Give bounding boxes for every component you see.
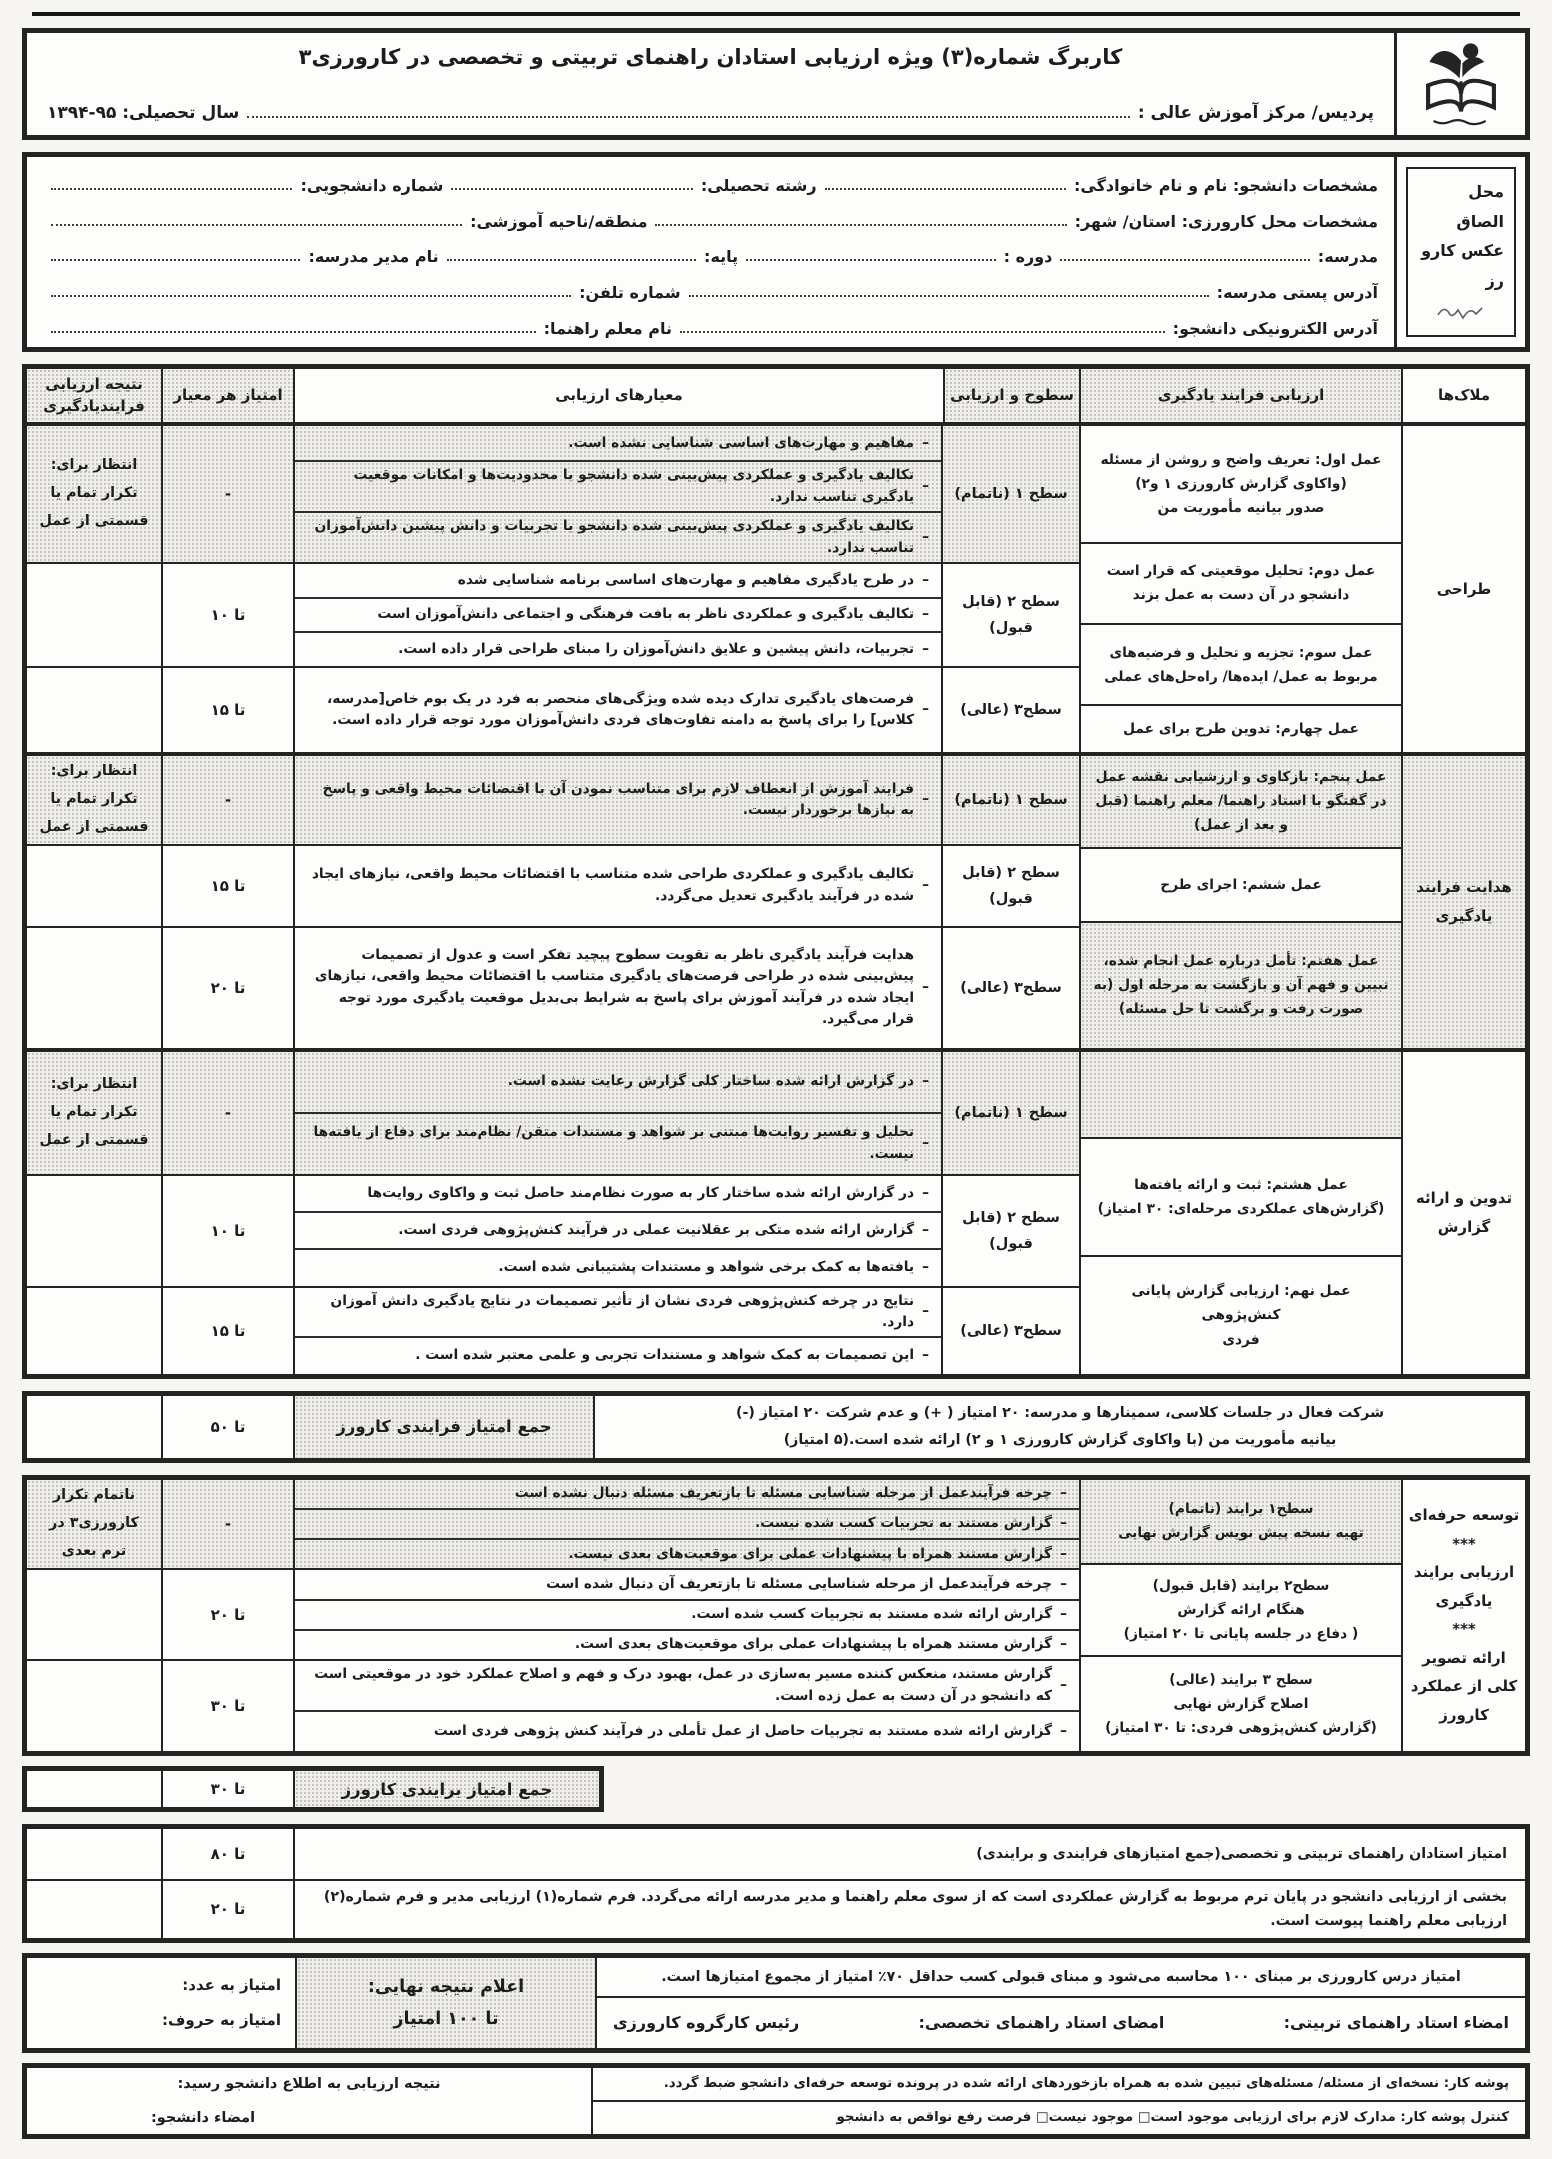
criterion-group-line: توسعه حرفه‌ای — [1408, 1506, 1520, 1525]
final-announcement-cell — [297, 1958, 597, 2048]
product-sum-score: تا ۳۰ — [163, 1771, 295, 1807]
section-rows — [27, 756, 1081, 1048]
photo-box-line: عکس کارو — [1421, 241, 1504, 261]
action-line: (گزارش‌های عملکردی مرحله‌ای: ۳۰ امتیاز) — [1097, 1201, 1385, 1218]
header-criteria-group: ملاک‌ها — [1437, 386, 1491, 405]
result-cell — [27, 668, 163, 752]
action-line: عمل هفتم: تأمل درباره عمل انجام شده، تبیین و فهم آن و بازگشت به مرحله اول (به صورت رفت و برگشت تا حل مسئله) — [1093, 953, 1389, 1018]
level-row — [27, 1286, 1079, 1374]
criterion-item: – تجربیات، دانش پیشین و علایق دانش‌آموزان را مبنای طراحی قرار داده است. — [295, 631, 941, 666]
level-label: سطح ۱ (ناتمام) — [943, 756, 1079, 844]
product-level-line: سطح۱ برایند (ناتمام) — [1168, 1501, 1314, 1518]
product-levels-column — [1081, 1480, 1403, 1752]
criteria-list — [295, 1480, 1079, 1569]
product-sum-result-empty — [27, 1771, 163, 1807]
dotted-line — [247, 116, 1130, 118]
final-score-fields — [27, 1958, 297, 2048]
student-info-box — [22, 152, 1530, 352]
action-line: عمل اول: تعریف واضح و روشن از مسئله — [1100, 451, 1382, 468]
signatures-row — [597, 1998, 1525, 2048]
criterion-item: – گزارش مستند همراه با پیشنهادات عملی برای موقعیت‌های بعدی است. — [295, 1629, 1079, 1659]
product-level-cell — [1081, 1563, 1401, 1655]
criteria-list — [295, 1176, 943, 1286]
action-cell — [1081, 704, 1401, 752]
process-sum-note-line: شرکت فعال در جلسات کلاسی، سمینارها و مدرسه: ۲۰ امتیاز ( +) و عدم شرکت ۲۰ امتیاز (-) — [735, 1404, 1385, 1421]
result-cell — [27, 1288, 163, 1374]
header-main — [27, 33, 1397, 135]
criteria-list — [295, 756, 943, 844]
level-label: سطح۳ (عالی) — [960, 979, 1062, 996]
section-rows — [27, 1052, 1081, 1374]
criteria-list — [295, 1288, 943, 1374]
product-sum-label: جمع امتیاز برایندی کارورز — [295, 1771, 599, 1807]
action-line: عمل چهارم: تدوین طرح برای عمل — [1123, 721, 1359, 738]
info-row-email — [43, 309, 1378, 338]
criterion-group-label: هدایت فرایند یادگیری — [1403, 756, 1525, 1048]
header-result: نتیجه ارزیابی فرایندیادگیری — [27, 369, 163, 422]
criterion-item: – این تصمیمات به کمک شواهد و مستندات تجربی و علمی معتبر شده است . — [295, 1336, 941, 1373]
university-logo — [1397, 33, 1525, 135]
university-logo-icon — [1418, 36, 1504, 132]
score-cell: تا ۱۵ — [163, 668, 295, 752]
dotted-line — [51, 188, 293, 190]
result-cell — [27, 1176, 163, 1286]
asterisks-separator: *** — [1452, 1620, 1476, 1639]
score-cell: - — [163, 756, 295, 844]
level-label: سطح ۱ (ناتمام) — [943, 1052, 1079, 1174]
criterion-group-label: تدوین و ارائه گزارش — [1415, 1189, 1513, 1236]
level-label: سطح ۱ (ناتمام) — [943, 426, 1079, 562]
field-district: منطقه/ناحیه آموزشی: — [470, 211, 648, 231]
criterion-group-line: ارائه تصویر کلی از عملکرد کارورز — [1410, 1648, 1518, 1724]
criterion-item: – چرخه فرآیندعمل از مرحله شناسایی مسئله تا بازتعریف مسئله دنبال نشده است — [295, 1480, 1079, 1508]
level-label: سطح ۲ (قابل قبول) — [962, 864, 1060, 907]
score-cell: - — [163, 1480, 295, 1569]
product-level-cell — [1081, 1480, 1401, 1563]
product-level-line: سطح ۳ برایند (عالی) — [1169, 1672, 1313, 1689]
action-line: عمل دوم: تحلیل موقعیتی که قرار است دانشجو در آن دست به عمل بزند — [1106, 563, 1376, 604]
info-row-address — [43, 273, 1378, 302]
criteria-list — [295, 564, 943, 666]
level-row — [27, 1480, 1079, 1569]
product-eval-table — [22, 1475, 1530, 1757]
student-signature-label: امضاء دانشجو: — [151, 2109, 256, 2126]
total-text: بخشی از ارزیابی دانشجو در پایان ترم مربوط به گزارش عملکردی است که از سوی معلم راهنما و مدیر مدرسه ارائه می‌گردد. فرم شماره(۱) ارزیابی مدیر و فرم شماره(۲) ارزیابی معلم راهنما پیوست است. — [323, 1889, 1507, 1930]
score-cell: تا ۱۵ — [163, 1288, 295, 1374]
dotted-line — [51, 259, 300, 261]
level-row — [27, 1568, 1079, 1659]
criteria-list — [295, 1052, 943, 1174]
dotted-line — [655, 224, 1066, 226]
process-sum-note-line: بیانیه مأموریت من (با واکاوی گزارش کارورزی ۱ و ۲) ارائه شده است.(۵ امتیاز) — [783, 1431, 1337, 1448]
score-cell: تا ۱۰ — [163, 564, 295, 666]
criterion-item: – گزارش مستند، منعکس کننده مسیر به‌سازی در عمل، بهبود درک و فهم و اصلاح عملکرد خود در موقعیتی است که دانشجو در آن دست به عمل زده است. — [295, 1661, 1079, 1710]
field-student-id: شماره دانشجویی: — [300, 176, 444, 196]
final-result-box — [22, 1953, 1530, 2053]
field-school: مدرسه: — [1317, 247, 1378, 267]
criterion-item: – تکالیف یادگیری و عملکردی ناظر به بافت فرهنگی و اجتماعی دانش‌آموزان است — [295, 597, 941, 632]
criterion-item: – فرصت‌های یادگیری تدارک دیده شده ویژگی‌های منحصر به فرد در یک بوم خاص[مدرسه، کلاس] را برای پاسخ به دامنه تفاوت‌های فردی دانش‌آموزان مورد توجه قرار داده است. — [295, 668, 941, 752]
section-professional-development — [27, 1480, 1525, 1752]
table-header-row — [27, 369, 1525, 426]
action-line: صدور بیانیه مأموریت من — [1157, 499, 1325, 516]
final-announcement-title: اعلام نتیجه نهایی: — [367, 1976, 525, 1997]
sign-educational-advisor: امضاء استاد راهنمای تربیتی: — [1283, 2013, 1509, 2033]
criterion-item: – مفاهیم و مهارت‌های اساسی شناسایی نشده است. — [295, 426, 941, 461]
student-info-fields — [27, 157, 1397, 347]
footer-box — [22, 2063, 1530, 2139]
field-province-city: مشخصات محل کارورزی: استان/ شهر: — [1074, 211, 1378, 231]
level-row — [27, 562, 1079, 666]
action-cell — [1081, 847, 1401, 921]
criterion-item: – در گزارش ارائه شده ساختار کار به صورت نظام‌مند حاصل ثبت و واکاوی روایت‌ها — [295, 1176, 941, 1211]
action-line: عمل هشتم: ثبت و ارائه یافته‌ها — [1134, 1177, 1348, 1194]
process-sum-score: تا ۵۰ — [163, 1396, 295, 1458]
score-cell: تا ۱۰ — [163, 1176, 295, 1286]
product-level-line: هنگام ارائه گزارش — [1177, 1602, 1305, 1619]
field-period: دوره : — [1003, 247, 1053, 267]
level-label: سطح ۲ (قابل قبول) — [962, 1209, 1060, 1252]
form-header — [22, 28, 1530, 140]
info-row-school — [43, 237, 1378, 266]
result-cell: انتظار برای: تکرار تمام یا قسمتی از عمل — [27, 756, 163, 844]
action-cell — [1081, 623, 1401, 704]
field-study-major: رشته تحصیلی: — [700, 176, 817, 196]
field-principal-name: نام مدیر مدرسه: — [308, 247, 439, 267]
criterion-item: – هدایت فرآیند یادگیری ناظر به تقویت سطوح پیچید تفکر است و عدول از تصمیمات پیش‌بینی شده در طراحی فرصت‌های یادگیری متناسب با اقتضائات محیط واقعی، نیازهای ایجاد شده در فرآیند آموزش برای پاسخ به شرایط بی‌بدیل موقعیت یادگیری مورد توجه قرار می‌گیرد. — [295, 928, 941, 1048]
scan-top-rule — [32, 12, 1520, 16]
portfolio-control-note: کنترل پوشه کار: مدارک لازم برای ارزیابی موجود است□ موجود نیست□ فرصت رفع نواقص به دانشجو — [593, 2100, 1525, 2134]
info-row-location — [43, 202, 1378, 231]
info-row-student — [43, 166, 1378, 195]
dotted-line — [451, 188, 693, 190]
photo-box-line: رز — [1485, 270, 1504, 290]
level-row — [27, 426, 1079, 562]
dotted-line — [1060, 259, 1309, 261]
student-acknowledgement — [27, 2068, 593, 2134]
level-row — [27, 666, 1079, 752]
photo-attach-cell — [1397, 157, 1525, 347]
section-learning-guidance — [27, 752, 1525, 1048]
criteria-list — [295, 846, 943, 926]
dotted-line — [447, 259, 696, 261]
level-row — [27, 1174, 1079, 1286]
result-notice-label: نتیجه ارزیابی به اطلاع دانشجو رسید: — [177, 2075, 441, 2092]
level-row — [27, 926, 1079, 1048]
process-actions-column — [1081, 426, 1403, 752]
level-row — [27, 844, 1079, 926]
criterion-item: – نتایج در چرخه کنش‌پژوهی فردی نشان از تأثیر تصمیمات در نتایج یادگیری دانش آموزان دارد. — [295, 1288, 941, 1337]
criterion-item: – در گزارش ارائه شده ساختار کلی گزارش رعایت نشده است. — [295, 1052, 941, 1112]
criterion-item: – گزارش مستند به تجربیات کسب شده نیست. — [295, 1508, 1079, 1538]
score-cell: - — [163, 1052, 295, 1174]
result-cell — [27, 846, 163, 926]
level-label: سطح ۲ (قابل قبول) — [962, 593, 1060, 636]
action-cell — [1081, 756, 1401, 847]
header-second-line — [47, 103, 1374, 127]
action-line: عمل ششم: اجرای طرح — [1160, 876, 1322, 893]
dotted-line — [51, 224, 462, 226]
final-right-area — [597, 1958, 1525, 2048]
score-cell: تا ۲۰ — [163, 1570, 295, 1659]
portfolio-note: پوشه کار: نسخه‌ای از مسئله/ مسئله‌های تبیین شده به همراه بازخوردهای ارائه شده در پرونده توسعه حرفه‌ای دانشجو ضبط گردد. — [663, 2076, 1509, 2092]
campus-label: پردیس/ مرکز آموزش عالی : — [1137, 103, 1374, 123]
criteria-list — [295, 928, 943, 1048]
score-cell: تا ۳۰ — [163, 1661, 295, 1751]
action-line: عمل نهم: ارزیابی گزارش پایانی کنش‌پژوهی — [1131, 1283, 1351, 1324]
action-line: عمل سوم: تجزیه و تحلیل و فرضیه‌های مربوط به عمل/ ایده‌ها/ راه‌حل‌های عملی — [1104, 644, 1378, 685]
action-cell — [1081, 542, 1401, 623]
action-line: عمل پنجم: بازکاوی و ارزشیابی نقشه عمل در گفتگو با استاد راهنما/ معلم راهنما (قبل و بعد از عمل) — [1095, 769, 1387, 834]
score-cell: تا ۱۵ — [163, 846, 295, 926]
criteria-list — [295, 668, 943, 752]
dotted-line — [51, 295, 571, 297]
academic-year-label: سال تحصیلی: ۹۵-۱۳۹۴ — [47, 103, 240, 123]
level-row — [27, 1659, 1079, 1751]
criteria-list — [295, 426, 943, 562]
score-cell: - — [163, 426, 295, 562]
photo-box-line: محل — [1468, 182, 1504, 201]
dotted-line — [680, 331, 1165, 333]
criterion-item: – تحلیل و تفسیر روایت‌ها مبتنی بر شواهد و مستندات متقن/ نظام‌مند برای دفاع از یافته‌ها نیست. — [295, 1112, 941, 1174]
result-cell: انتظار برای: تکرار تمام یا قسمتی از عمل — [27, 426, 163, 562]
header-measures: معیارهای ارزیابی — [295, 369, 945, 422]
header-levels: سطوح و ارزیابی — [945, 369, 1081, 422]
criterion-item: – گزارش ارائه شده متکی بر عقلانیت عملی در فرآیند کنش‌پژوهی فردی است. — [295, 1211, 941, 1248]
section-rows — [27, 426, 1081, 752]
field-student-email: آدرس الکترونیکی دانشجو: — [1172, 318, 1378, 338]
result-cell — [27, 1661, 163, 1751]
criterion-item: – تکالیف یادگیری و عملکردی طراحی شده متناسب با اقتضائات محیط واقعی، نیازهای ایجاد شده در فرآیند یادگیری تعدیل می‌گردد. — [295, 846, 941, 926]
grading-basis-note: امتیاز درس کارورزی بر مبنای ۱۰۰ محاسبه می‌شود و مبنای قبولی کسب حداقل ۷۰٪ امتیاز از مجموع امتیازها است. — [597, 1958, 1525, 1998]
process-sum-result-empty — [27, 1396, 163, 1458]
process-actions-column — [1081, 1052, 1403, 1374]
section-report — [27, 1048, 1525, 1374]
section-rows — [27, 1480, 1081, 1752]
total-result-empty — [27, 1829, 163, 1879]
process-sum-label: جمع امتیاز فرایندی کارورز — [295, 1396, 595, 1458]
result-cell: ناتمام تکرار کارورزی۳ در ترم بعدی — [27, 1480, 163, 1569]
sign-specialized-advisor: امضای استاد راهنمای تخصصی: — [918, 2013, 1165, 2033]
criterion-item: – گزارش مستند همراه با پیشنهادات عملی برای موقعیت‌های بعدی نیست. — [295, 1538, 1079, 1568]
field-grade: پایه: — [704, 247, 739, 267]
criterion-group-line: ارزیابی برایند یادگیری — [1413, 1563, 1515, 1610]
action-line: (واکاوی گزارش کارورزی ۱ و۲) — [1135, 475, 1347, 492]
product-level-line: سطح۲ برایند (قابل قبول) — [1152, 1577, 1330, 1594]
result-cell: انتظار برای: تکرار تمام یا قسمتی از عمل — [27, 1052, 163, 1174]
criterion-item: – فرایند آموزش از انعطاف لازم برای متناسب نمودن آن با اقتضائات محیط واقعی و پاسخ به نیازها برخوردار نیست. — [295, 756, 941, 844]
result-cell — [27, 1570, 163, 1659]
action-cell — [1081, 1255, 1401, 1373]
action-line: فردی — [1222, 1331, 1260, 1348]
criteria-list — [295, 1570, 1079, 1659]
criterion-group-label — [1403, 1480, 1525, 1752]
level-label: سطح۳ (عالی) — [960, 701, 1062, 718]
result-cell — [27, 928, 163, 1048]
product-level-line: اصلاح گزارش نهایی — [1173, 1696, 1309, 1713]
photo-attach-frame — [1406, 167, 1516, 337]
product-level-line: تهیه نسخه پیش نویس گزارش نهایی — [1118, 1525, 1364, 1542]
total-score: تا ۲۰ — [163, 1881, 295, 1937]
score-in-words-label: امتیاز به حروف: — [161, 2011, 281, 2030]
totals-box — [22, 1824, 1530, 1942]
final-announcement-max: تا ۱۰۰ امتیاز — [393, 2008, 499, 2029]
level-label: سطح۳ (عالی) — [960, 1322, 1062, 1339]
dotted-line — [825, 188, 1067, 190]
level-row — [27, 1052, 1079, 1174]
product-sum-row — [22, 1766, 604, 1812]
action-cell-empty — [1081, 1052, 1401, 1138]
criteria-list — [295, 1661, 1079, 1751]
product-level-cell — [1081, 1655, 1401, 1751]
process-sum-notes — [595, 1396, 1525, 1458]
criterion-item: – چرخه فرآیندعمل از مرحله شناسایی مسئله تا بازتعریف آن دنبال شده است — [295, 1570, 1079, 1598]
total-row-professors — [27, 1829, 1525, 1879]
criterion-item: – تکالیف یادگیری و عملکردی پیش‌بینی شده دانشجو با محدودیت‌ها و امکانات موقعیت یادگیری تناسب ندارد. — [295, 460, 941, 511]
criterion-item: – یافته‌ها به کمک برخی شواهد و مستندات پشتیبانی شده است. — [295, 1248, 941, 1285]
criterion-item: – تکالیف یادگیری و عملکردی پیش‌بینی شده دانشجو با تجربیات و دانش پیشین دانش‌آموزان تناسب ندارد. — [295, 511, 941, 562]
field-mentor-teacher: نام معلم راهنما: — [543, 318, 673, 338]
criterion-item: – گزارش ارائه شده مستند به تجربیات حاصل از عمل تأملی در فرآیند کنش پژوهی فردی است — [295, 1710, 1079, 1751]
score-in-digits-label: امتیاز به عدد: — [182, 1976, 281, 1995]
criterion-item: – گزارش ارائه شده مستند به تجربیات کسب شده است. — [295, 1599, 1079, 1629]
field-student-name: مشخصات دانشجو: نام و نام خانوادگی: — [1074, 176, 1378, 196]
action-cell — [1081, 1137, 1401, 1255]
total-result-empty — [27, 1881, 163, 1937]
dotted-line — [51, 331, 536, 333]
total-row-school-report — [27, 1879, 1525, 1937]
field-phone: شماره تلفن: — [579, 283, 681, 303]
header-score: امتیاز هر معیار — [163, 369, 295, 422]
product-level-line: ( دفاع در جلسه پایانی تا ۲۰ امتیاز) — [1123, 1626, 1359, 1643]
criterion-group-label: طراحی — [1436, 579, 1492, 598]
header-process-eval: ارزیابی فرایند یادگیری — [1081, 369, 1403, 422]
handwritten-mark — [1434, 301, 1504, 321]
sign-internship-head: رئیس کارگروه کارورزی — [613, 2013, 800, 2033]
section-design — [27, 426, 1525, 752]
score-cell: تا ۲۰ — [163, 928, 295, 1048]
photo-box-line: الصاق — [1456, 211, 1504, 231]
result-cell — [27, 564, 163, 666]
total-text: امتیاز استادان راهنمای تربیتی و تخصصی(جمع امتیازهای فرایندی و برایندی) — [976, 1846, 1507, 1863]
action-cell — [1081, 921, 1401, 1048]
dotted-line — [689, 295, 1209, 297]
asterisks-separator: *** — [1452, 1534, 1476, 1553]
total-score: تا ۸۰ — [163, 1829, 295, 1879]
process-sum-row — [22, 1391, 1530, 1463]
criterion-item: – در طرح یادگیری مفاهیم و مهارت‌های اساسی برنامه شناسایی شده — [295, 564, 941, 597]
field-school-address: آدرس پستی مدرسه: — [1216, 283, 1378, 303]
action-cell — [1081, 426, 1401, 542]
process-actions-column — [1081, 756, 1403, 1048]
evaluation-table — [22, 364, 1530, 1379]
level-row — [27, 756, 1079, 844]
dotted-line — [746, 259, 995, 261]
portfolio-notes — [593, 2068, 1525, 2134]
product-level-line: (گزارش کنش‌پژوهی فردی: تا ۳۰ امتیاز) — [1105, 1720, 1377, 1737]
form-title: کاربرگ شماره(۳) ویژه ارزیابی استادان راهنمای تربیتی و تخصصی در کارورزی۳ — [298, 45, 1123, 69]
